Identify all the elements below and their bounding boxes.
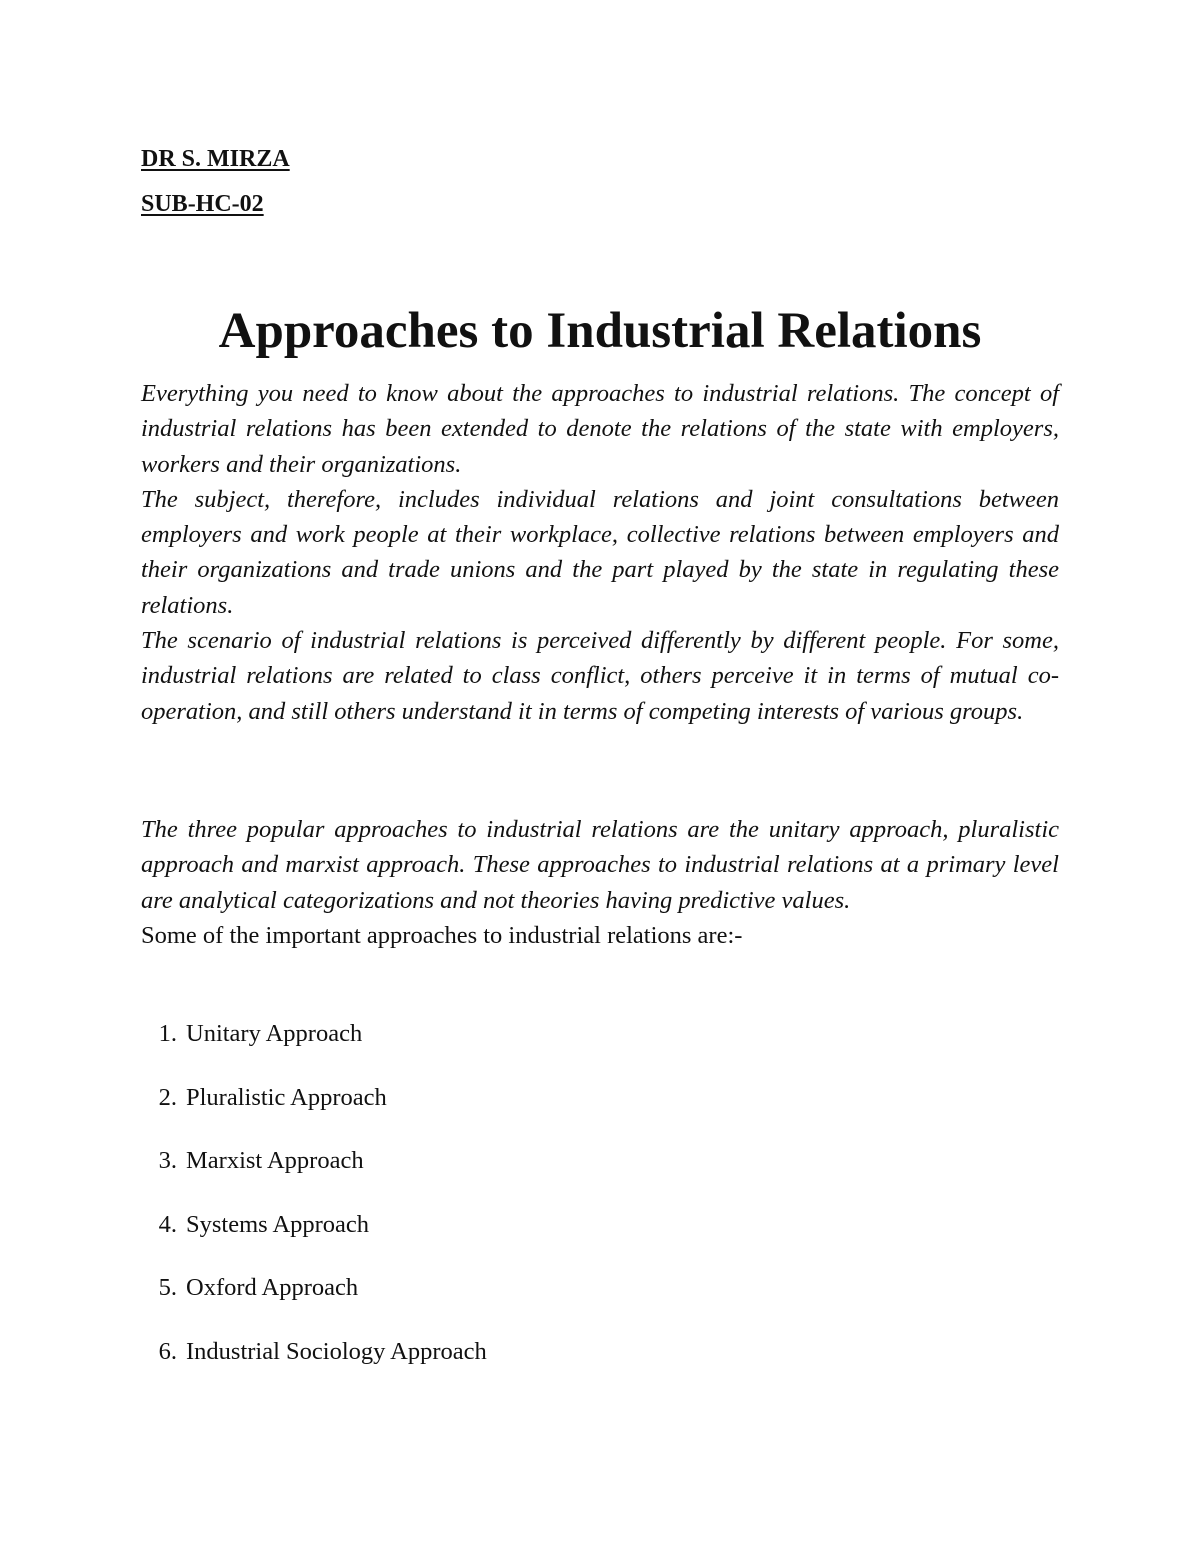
approaches-list bbox=[141, 1016, 841, 1398]
intro-paragraph: The subject, therefore, includes individual relations and joint consultations between employers and work people at their workplace, collective relations between employers and their organizations and trade unions and the part played by the state in regulating these relations. bbox=[141, 485, 1059, 619]
list-item bbox=[141, 1016, 841, 1080]
subject-code: SUB-HC-02 bbox=[141, 191, 264, 217]
list-item bbox=[141, 1270, 841, 1334]
list-item-label: Marxist Approach bbox=[186, 1147, 364, 1175]
intro-section bbox=[141, 376, 1059, 729]
list-item-number: 2. bbox=[158, 1083, 177, 1111]
list-item bbox=[141, 1080, 841, 1144]
list-item-label: Oxford Approach bbox=[186, 1274, 359, 1302]
list-item-number: 1. bbox=[158, 1020, 177, 1047]
list-intro: Some of the important approaches to industrial relations are:- bbox=[141, 921, 743, 949]
approaches-section bbox=[141, 812, 1059, 953]
list-item-label: Unitary Approach bbox=[186, 1020, 363, 1047]
list-item bbox=[141, 1334, 841, 1398]
page-title: Approaches to Industrial Relations bbox=[218, 303, 982, 359]
list-item bbox=[141, 1143, 841, 1207]
intro-paragraph: The scenario of industrial relations is perceived differently by different people. For some, industrial relations are related to class conflict, others perceive it in terms of mutual co-operation, and still others understand it in terms of competing interests of various groups. bbox=[141, 627, 1059, 725]
list-item-number: 4. bbox=[158, 1210, 177, 1238]
author-name: DR S. MIRZA bbox=[141, 146, 290, 172]
list-item-label: Systems Approach bbox=[186, 1210, 370, 1238]
approaches-intro-paragraph: The three popular approaches to industrial relations are the unitary approach, pluralistic approach and marxist approach. These approaches to industrial relations at a primary level are analytical categorizations and not theories having predictive values. bbox=[141, 816, 1059, 914]
intro-paragraph: Everything you need to know about the approaches to industrial relations. The concept of industrial relations has been extended to denote the relations of the state with employers, workers and their organizations. bbox=[141, 380, 1059, 478]
list-item-number: 5. bbox=[158, 1274, 177, 1302]
list-item-number: 6. bbox=[158, 1337, 177, 1365]
list-item-label: Industrial Sociology Approach bbox=[186, 1337, 487, 1365]
list-item bbox=[141, 1207, 841, 1271]
list-item-label: Pluralistic Approach bbox=[186, 1083, 387, 1111]
list-item-number: 3. bbox=[158, 1147, 177, 1175]
